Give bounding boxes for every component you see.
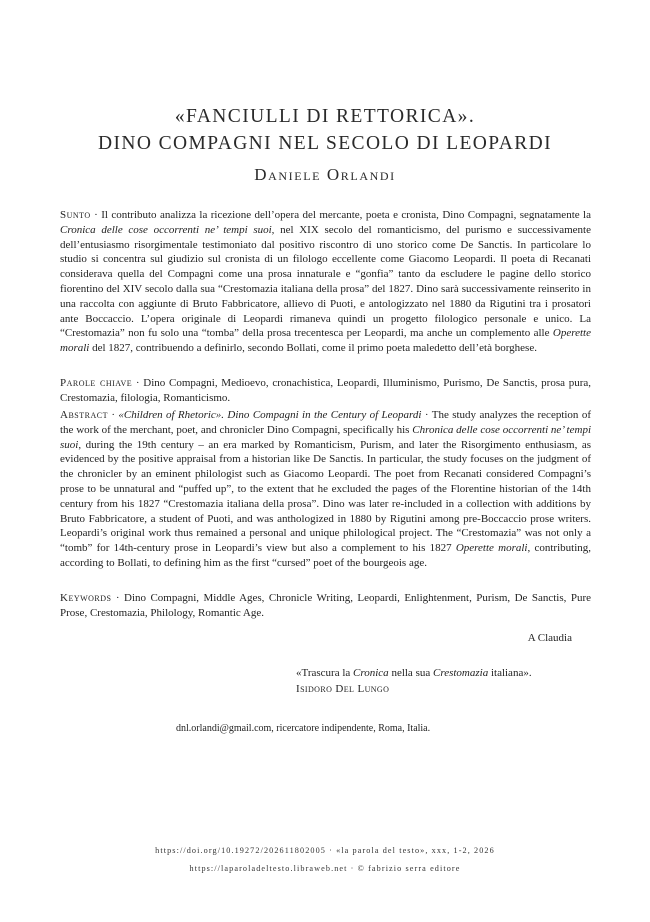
epigraph-text-2: nella sua: [388, 667, 433, 679]
keywords-paragraph: [60, 591, 591, 621]
sunto-text-1: Il contributo analizza la ricezione dell’opera del mercante, poeta e cronista, Dino Compagni, segnatamente la: [101, 209, 591, 221]
dedication: A Claudia: [527, 632, 572, 644]
abstract-italic-1: Chronica delle cose occorrenti ne’ tempi suoi: [60, 423, 591, 451]
sunto-label: Sunto: [60, 209, 91, 221]
sunto-paragraph: [60, 208, 591, 356]
epigraph-text-1: «Trascura la: [296, 667, 354, 679]
footer-publisher-line: https://laparoladeltesto.libraweb.net · © fabrizio serra editore: [189, 864, 461, 873]
sunto-text-3: del 1827, contribuendo a definirlo, secondo Bollati, come il primo poeta maledetto dell’età borghese.: [89, 342, 537, 355]
sunto-text-2: nel XIX secolo del romanticismo, del purismo e successivamente dell’entusiasmo risorgimentale testimoniato dal positivo riscontro di uno storico come De Sanctis. In particolare lo studio si concentra sul giudizio sul cronista di un filologo eccellente come Giacomo Leopardi. Il poeta di Recanati considerava quella del Compagni come una prosa innaturale e “gonfia” tanto da escludere le pagine dello storico fiorentino del XIV secolo dalla sua “Crestomazia italiana della prosa” del 1827. Dino sarà successivamente reinserito in una raccolta con aggiunte di Bruto Fabbricatore, allievo di Puoti, e antologizzato nel 1880 da Rigutini tra i prosatori ante Boccaccio. L’opera originale di Leopardi rimaneva quindi un progetto filologico personale e unico. La “Crestomazia” non fu solo una “tomba” della prosa trecentesca per Leopardi, ma anche un complemento alle: [60, 223, 591, 340]
keywords-label: Keywords: [60, 592, 112, 604]
abstract-english-title: «Children of Rhetoric». Dino Compagni in the Century of Leopardi: [118, 409, 422, 421]
author-affiliation: dnl.orlandi@gmail.com, ricercatore indipendente, Roma, Italia.: [176, 723, 431, 734]
epigraph-quote: [296, 667, 532, 679]
epigraph-italic-1: Cronica: [353, 667, 389, 679]
epigraph-text-3: italiana».: [488, 667, 532, 679]
abstract-label: Abstract: [60, 409, 108, 421]
title-line-2: DINO COMPAGNI NEL SECOLO DI LEOPARDI: [98, 133, 552, 154]
title-line-1: «FANCIULLI DI RETTORICA».: [174, 106, 476, 127]
keywords-separator: ·: [111, 592, 125, 604]
epigraph: [296, 665, 532, 697]
sunto-italic-1: Cronica delle cose occorrenti ne’ tempi suoi,: [60, 223, 275, 236]
sunto-separator: ·: [90, 209, 102, 221]
article-title: [0, 103, 650, 157]
footer-doi-line: https://doi.org/10.19272/202611802005 · «la parola del testo», xxx, 1-2, 2026: [155, 846, 495, 855]
abstract-text-3: , contributing, according to Bollati, to defining him as the first “cursed” poet of the bourgeois age.: [60, 542, 591, 569]
parole-chiave-paragraph: [60, 376, 591, 406]
parole-chiave-separator: ·: [132, 377, 144, 389]
keywords-text: Dino Compagni, Middle Ages, Chronicle Writing, Leopardi, Enlightenment, Purism, De Sanctis, Pure Prose, Crestomazia, Philology, Romantic Age.: [60, 592, 591, 619]
epigraph-italic-2: Crestomazia: [432, 667, 489, 679]
abstract-separator: ·: [107, 409, 119, 421]
parole-chiave-text: Dino Compagni, Medioevo, cronachistica, Leopardi, Illuminismo, Purismo, De Sanctis, prosa pura, Crestomazia, filologia, Romanticismo.: [60, 377, 591, 404]
abstract-italic-2: Operette morali: [455, 542, 528, 555]
abstract-separator-2: ·: [421, 409, 432, 421]
abstract-text-2: , during the 19th century – an era marked by Romanticism, Purism, and later the Risorgimento enthusiasm, as evidenced by the positive appraisal from a historian like De Sanctis. In particular, the study focuses on the judgment of the chronicler by an eminent philologist such as Giacomo Leopardi. The poet from Recanati considered Compagni’s prose to be unnatural and “puffed up”, to the extent that he excluded the pages of the Florentine historian of the 14th century from his 1827 “Crestomazia italiana della prosa”. Dino was later re-included in a collection with additions by Bruto Fabbricatore, a student of Puoti, and was anthologized in 1880 by Rigutini among pre-Boccaccio prose writers. Leopardi’s original work thus remained a personal and unique philological project. The “Crestomazia” was not only a “tomb” for 14th-century prose in Leopardi’s view but also a complement to his 1827: [60, 438, 591, 555]
abstract-paragraph: [60, 408, 591, 571]
abstract-text-1: The study analyzes the reception of the work of the merchant, poet, and chronicler Dino Compagni, specifically his: [60, 409, 591, 436]
parole-chiave-label: Parole chiave: [60, 377, 133, 389]
sunto-italic-2: Operette morali: [60, 327, 591, 355]
author-name: Daniele Orlandi: [254, 165, 396, 184]
epigraph-source: Isidoro Del Lungo: [296, 683, 390, 695]
